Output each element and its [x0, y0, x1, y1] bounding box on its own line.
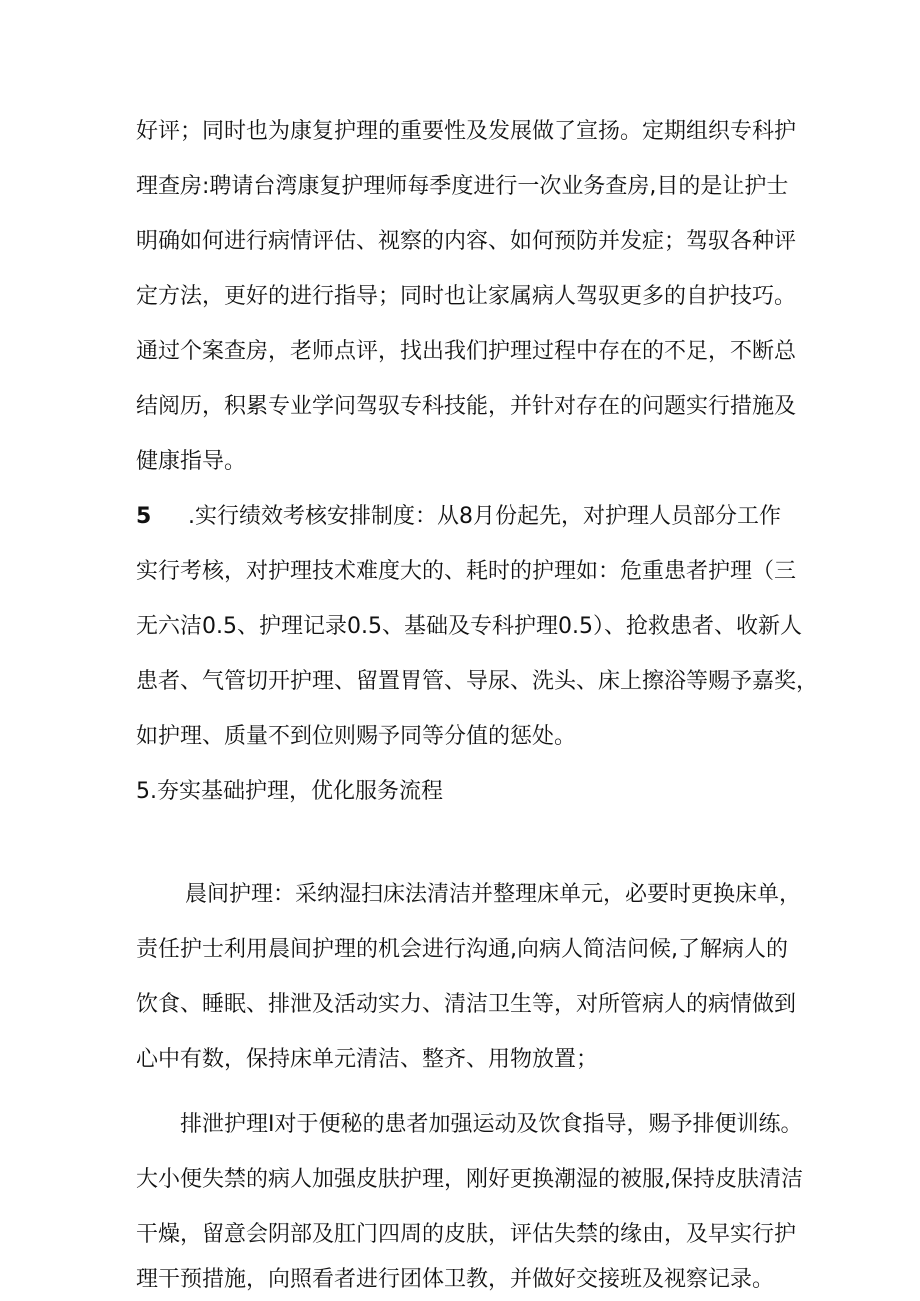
excretion-care-line-2: 大小便失禁的病人加强皮肤护理，刚好更换潮湿的被服,保持皮肤清洁	[136, 1167, 803, 1192]
paragraph-1-line-7: 健康指导。	[136, 449, 247, 474]
morning-care-line-2: 责任护士利用晨间护理的机会进行沟通,向病人简洁问候,了解病人的	[136, 937, 788, 962]
excretion-care-line-1: 排泄护理I对于便秘的患者加强运动及饮食指导，赐予排便训练。	[180, 1112, 803, 1137]
paragraph-1-line-2: 理查房:聘请台湾康复护理师每季度进行一次业务查房,目的是让护士	[136, 174, 789, 199]
item-5-line-5: 如护理、质量不到位则赐予同等分值的惩处。	[136, 724, 577, 749]
paragraph-1-line-4: 定方法，更好的进行指导；同时也让家属病人驾驭更多的自护技巧。	[136, 284, 797, 309]
item-5-line-1: .实行绩效考核安排制度：从8月份起先，对护理人员部分工作	[188, 504, 781, 529]
section-heading: 5.夯实基础护理，优化服务流程	[136, 779, 443, 804]
paragraph-1-line-6: 结阅历，积累专业学问驾驭专科技能，并针对存在的问题实行措施及	[136, 394, 797, 419]
item-5-line-2: 实行考核，对护理技术难度大的、耗时的护理如：危重患者护理（三	[136, 559, 797, 584]
paragraph-1-line-5: 通过个案查房，老师点评，找出我们护理过程中存在的不足，不断总	[136, 339, 797, 364]
item-5-line-4: 患者、气管切开护理、留置胃管、导尿、洗头、床上擦浴等赐予嘉奖，	[136, 669, 819, 694]
morning-care-line-1: 晨间护理：采纳湿扫床法清洁并整理床单元，必要时更换床单，	[185, 882, 802, 907]
excretion-care-line-4: 理干预措施，向照看者进行团体卫教，并做好交接班及视察记录。	[136, 1267, 775, 1292]
item-5-line-3: 无六洁0.5、护理记录0.5、基础及专科护理0.5）、抢救患者、收新人	[136, 614, 802, 639]
item-5-number: 5	[136, 504, 152, 529]
paragraph-1-line-3: 明确如何进行病情评估、视察的内容、如何预防并发症；驾驭各种评	[136, 229, 797, 254]
excretion-care-line-3: 干燥，留意会阴部及肛门四周的皮肤，评估失禁的缘由，及早实行护	[136, 1222, 797, 1247]
paragraph-1-line-1: 好评；同时也为康复护理的重要性及发展做了宣扬。定期组织专科护	[136, 119, 797, 144]
morning-care-line-3: 饮食、睡眠、排泄及活动实力、清洁卫生等，对所管病人的病情做到	[136, 992, 797, 1017]
morning-care-line-4: 心中有数，保持床单元清洁、整齐、用物放置；	[136, 1047, 599, 1072]
